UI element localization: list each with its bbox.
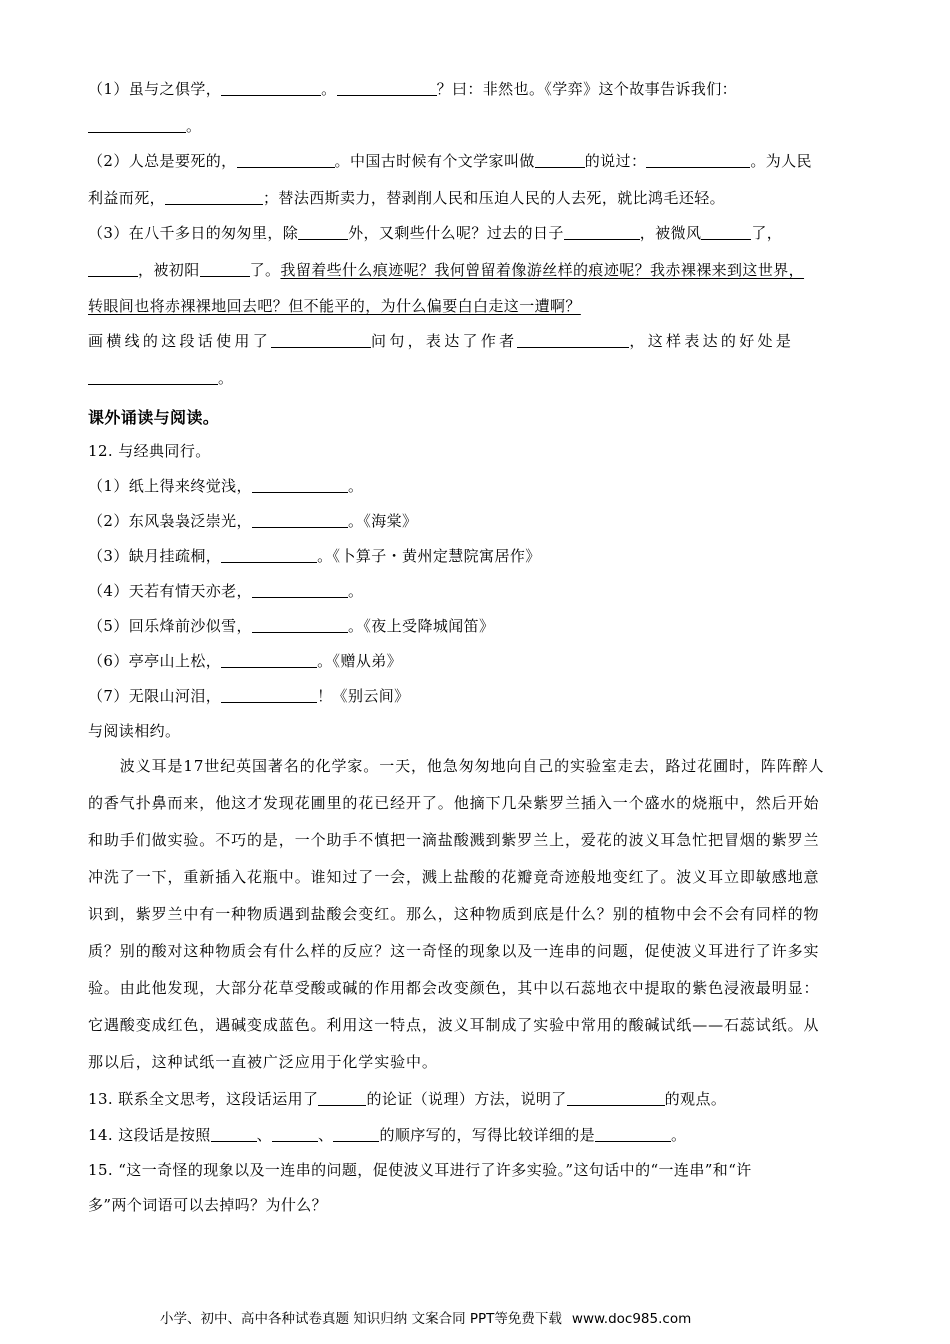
passage-line: 的香气扑鼻而来，他这才发现花圃里的花已经开了。他摘下几朵紫罗兰插入一个盛水的烧瓶中，然后开始 xyxy=(88,794,820,812)
answer-blank[interactable] xyxy=(337,81,437,96)
q11-part3-line3 xyxy=(88,295,581,316)
answer-blank[interactable] xyxy=(221,688,317,703)
answer-blank[interactable] xyxy=(318,1091,366,1106)
passage-line: 质？别的酸对这种物质会有什么样的反应？这一奇怪的现象以及一连串的问题，促使波义耳进行了许多实 xyxy=(88,942,820,960)
passage-line: 识到，紫罗兰中有一种物质遇到盐酸会变红。那么，这种物质到底是什么？别的植物中会不会有同样的物 xyxy=(88,905,820,923)
reading-intro: 与阅读相约。 xyxy=(88,722,181,740)
answer-blank[interactable] xyxy=(252,513,348,528)
q12-item-7: （7）无限山河泪， ！《别云间》 xyxy=(88,687,410,705)
q12-item-3: （3）缺月挂疏桐， 。《卜算子・黄州定慧院寓居作》 xyxy=(88,547,541,565)
answer-blank[interactable] xyxy=(88,262,138,277)
q13: 13. 联系全文思考，这段话运用了 的论证（说理）方法，说明了 的观点。 xyxy=(88,1090,727,1108)
answer-blank[interactable] xyxy=(701,225,751,240)
answer-blank[interactable] xyxy=(333,1127,379,1142)
answer-blank[interactable] xyxy=(252,583,348,598)
q12-title: 12. 与经典同行。 xyxy=(88,442,211,460)
answer-blank[interactable] xyxy=(221,653,317,668)
underlined-sentence: 我留着些什么痕迹呢？我何曾留着像游丝样的痕迹呢？我赤裸裸来到这世界， xyxy=(280,261,805,279)
answer-blank[interactable] xyxy=(535,153,585,168)
q11-part2-line2: 利益而死， ；替法西斯卖力，替剥削人民和压迫人民的人去死，就比鸿毛还轻。 xyxy=(88,189,726,207)
answer-blank[interactable] xyxy=(252,618,348,633)
underlined-sentence: 转眼间也将赤裸裸地回去吧？但不能平的，为什么偏要白白走这一遭啊？ xyxy=(88,297,581,315)
q12-item-4: （4）天若有情天亦老， 。 xyxy=(88,582,364,600)
q12-item-1: （1）纸上得来终觉浅， 。 xyxy=(88,477,364,495)
answer-blank[interactable] xyxy=(221,548,317,563)
q15-line1: 15. “这一奇怪的现象以及一连串的问题，促使波义耳进行了许多实验。”这句话中的“一连串”和“许 xyxy=(88,1161,752,1179)
answer-blank[interactable] xyxy=(165,190,263,205)
answer-blank[interactable] xyxy=(88,370,218,385)
answer-blank[interactable] xyxy=(221,81,321,96)
q12-item-6: （6）亭亭山上松， 。《赠从弟》 xyxy=(88,652,403,670)
footer-text: 小学、初中、高中各种试卷真题 知识归纳 文案合同 PPT等免费下载 xyxy=(160,1311,562,1327)
answer-blank[interactable] xyxy=(595,1127,671,1142)
passage-line: 和助手们做实验。不巧的是，一个助手不慎把一滴盐酸溅到紫罗兰上，爱花的波义耳急忙把冒烟的紫罗兰 xyxy=(88,831,820,849)
q12-item-2: （2）东风袅袅泛崇光， 。《海棠》 xyxy=(88,512,418,530)
q14: 14. 这段话是按照 、 、 的顺序写的，写得比较详细的是 。 xyxy=(88,1126,687,1144)
footer-site-link[interactable]: www.doc985.com xyxy=(571,1311,692,1327)
q11-part3-question-line1: 画横线的这段话使用了 问句，表达了作者 ，这样表达的好处是 xyxy=(88,332,795,350)
section-heading: 课外诵读与阅读。 xyxy=(88,408,220,427)
q11-part1-line1: （1）虽与之俱学， 。 ？曰：非然也。《学弈》这个故事告诉我们： xyxy=(88,80,738,98)
answer-blank[interactable] xyxy=(200,262,250,277)
page-footer xyxy=(160,1307,691,1327)
answer-blank[interactable] xyxy=(252,478,348,493)
passage-line: 那以后，这种试纸一直被广泛应用于化学实验中。 xyxy=(88,1053,438,1071)
answer-blank[interactable] xyxy=(567,1091,665,1106)
passage-line: 冲洗了一下，重新插入花瓶中。谁知过了一会，溅上盐酸的花瓣竟奇迹般地变红了。波义耳立即敏感地意 xyxy=(88,868,820,886)
q11-part3-line2: ，被初阳 了。我留着些什么痕迹呢？我何曾留着像游丝样的痕迹呢？我赤裸裸来到这世界， xyxy=(88,259,804,280)
q11-part2-line1: （2）人总是要死的， 。中国古时候有个文学家叫做 的说过： 。为人民 xyxy=(88,152,812,170)
q11-part3-question-line2: 。 xyxy=(88,367,233,388)
answer-blank[interactable] xyxy=(646,153,750,168)
answer-blank[interactable] xyxy=(298,225,348,240)
answer-blank[interactable] xyxy=(237,153,335,168)
answer-blank[interactable] xyxy=(517,333,629,348)
passage-line: 波义耳是17世纪英国著名的化学家。一天，他急匆匆地向自己的实验室走去，路过花圃时，阵阵醉人 xyxy=(88,757,825,775)
q12-item-5: （5）回乐烽前沙似雪， 。《夜上受降城闻笛》 xyxy=(88,617,495,635)
answer-blank[interactable] xyxy=(88,118,186,133)
answer-blank[interactable] xyxy=(211,1127,257,1142)
q11-part1-line2: 。 xyxy=(88,115,201,136)
q11-part3-line1: （3）在八千多日的匆匆里，除 外，又剩些什么呢？过去的日子 ，被微风 了， xyxy=(88,224,783,242)
answer-blank[interactable] xyxy=(272,1127,318,1142)
q15-line2: 多”两个词语可以去掉吗？为什么？ xyxy=(88,1196,328,1214)
passage-line: 它遇酸变成红色，遇碱变成蓝色。利用这一特点，波义耳制成了实验中常用的酸碱试纸——石蕊试纸。从 xyxy=(88,1016,820,1034)
answer-blank[interactable] xyxy=(271,333,371,348)
passage-line: 验。由此他发现，大部分花草受酸或碱的作用都会改变颜色，其中以石蕊地衣中提取的紫色浸液最明显： xyxy=(88,979,820,997)
answer-blank[interactable] xyxy=(564,225,640,240)
